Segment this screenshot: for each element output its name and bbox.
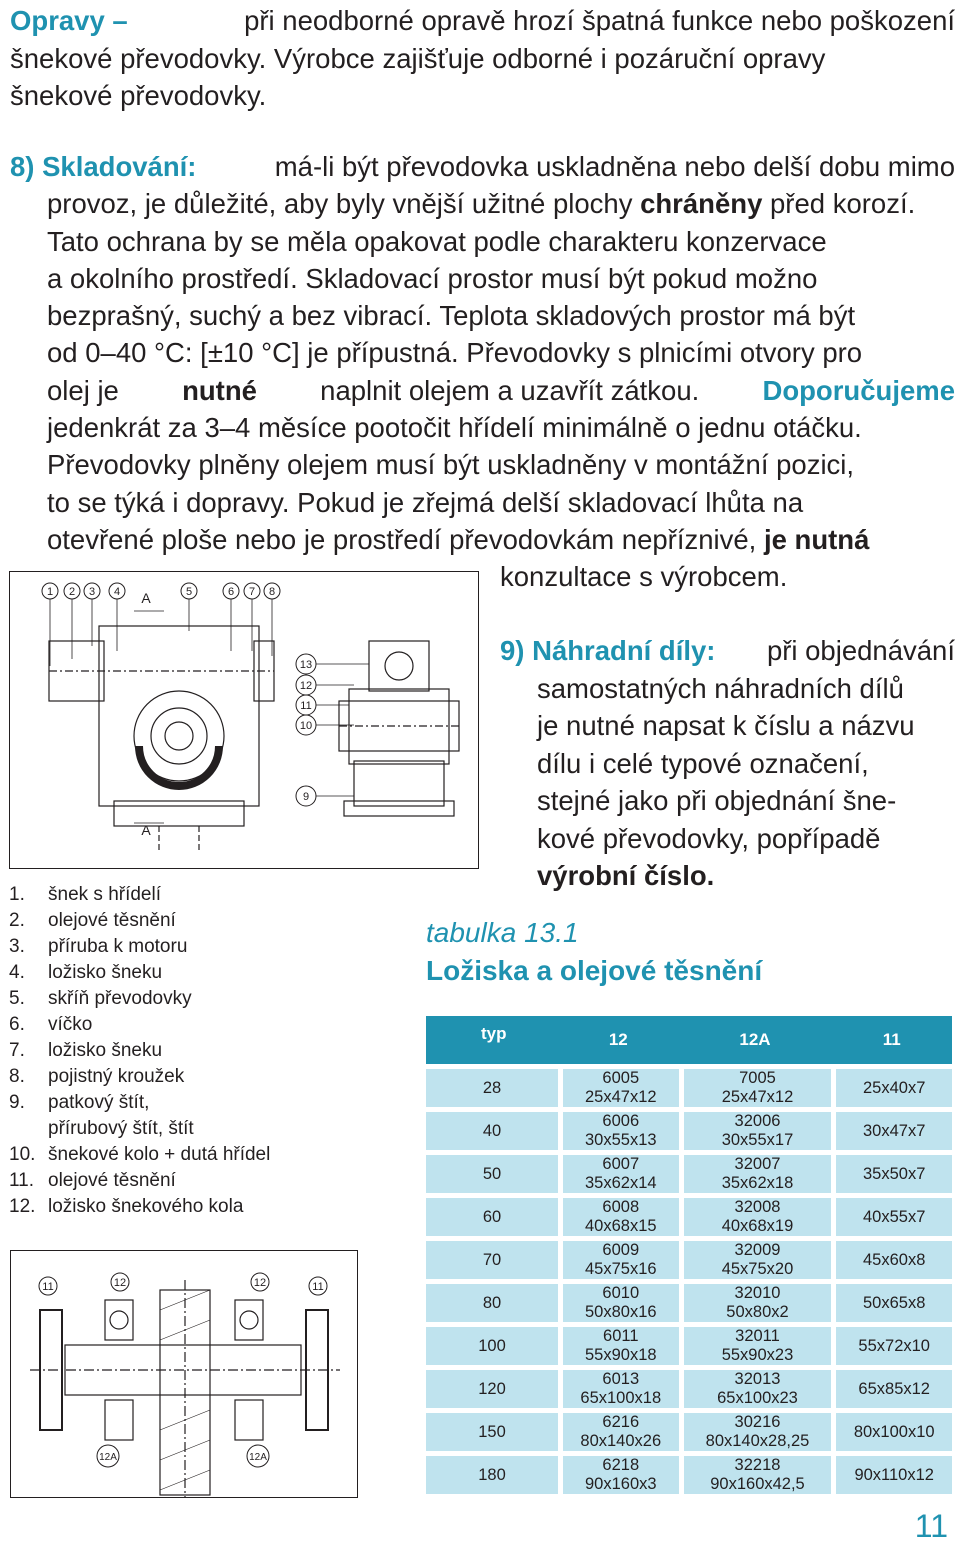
cell-typ-value: 150 xyxy=(478,1422,506,1441)
legend-item xyxy=(9,1064,270,1090)
callout-label: 11 xyxy=(42,1281,54,1293)
cell-12a xyxy=(679,1241,832,1279)
cell-12a-value: 65x100x23 xyxy=(717,1389,798,1407)
legend-item xyxy=(9,1142,270,1168)
sec8-text: má-li být převodovka uskladněna nebo delší dobu mimo xyxy=(274,151,955,182)
table-row xyxy=(426,1284,952,1322)
cell-12a-value: 45x75x20 xyxy=(721,1260,794,1278)
cell-12a-value: 80x140x28,25 xyxy=(705,1432,810,1450)
legend-item xyxy=(9,1168,270,1194)
cell-12a-value: 32013 xyxy=(734,1370,781,1388)
cell-12a-value: 32010 xyxy=(734,1284,781,1302)
cell-11 xyxy=(831,1241,952,1279)
table-caption xyxy=(426,914,762,990)
sec8-bold: nutné xyxy=(182,374,257,406)
sec8-text: a okolního prostředí. Skladovací prostor musí být pokud možno xyxy=(47,262,818,294)
sec9-text: samostatných náhradních dílů xyxy=(537,672,904,704)
table-label: tabulka 13.1 xyxy=(426,917,579,948)
section-spare-parts xyxy=(500,632,955,895)
sec8-text: jedenkrát za 3–4 měsíce pootočit hřídelí minimálně o jednu otáčku. xyxy=(47,412,862,444)
cell-12-value: 55x90x18 xyxy=(585,1346,657,1364)
callout-label: 13 xyxy=(299,659,313,671)
callout-label: 12 xyxy=(253,1277,267,1289)
cell-12a xyxy=(679,1327,832,1365)
table-row xyxy=(426,1413,952,1451)
callout-label: 12A xyxy=(99,1452,117,1463)
intro-line-3: šnekové převodovky. xyxy=(10,80,267,111)
cell-12 xyxy=(558,1241,679,1279)
legend-text: skříň převodovky xyxy=(48,988,192,1009)
cell-12-value: 45x75x16 xyxy=(585,1260,657,1278)
table-row xyxy=(426,1241,952,1279)
cell-12a xyxy=(679,1155,832,1193)
legend-text: přírubový štít, štít xyxy=(48,1118,194,1139)
sec8-recommend: Doporučujeme xyxy=(762,374,955,406)
cell-typ xyxy=(426,1413,558,1451)
cell-11 xyxy=(831,1155,952,1193)
cell-12 xyxy=(558,1069,679,1107)
table-row xyxy=(426,1198,952,1236)
sec8-heading: 8) Skladování: xyxy=(10,151,197,182)
cell-12-value: 90x160x3 xyxy=(585,1475,657,1493)
cell-typ xyxy=(426,1241,558,1279)
sec8-line-2 xyxy=(10,185,955,222)
sec8-line-8 xyxy=(10,409,955,446)
legend-item xyxy=(9,1194,270,1220)
callout-label: 12 xyxy=(113,1277,127,1289)
cell-12-value: 50x80x16 xyxy=(585,1303,657,1321)
legend-text: víčko xyxy=(48,1014,93,1035)
sec8-text: to se týká i dopravy. Pokud je zřejmá delší skladovací lhůta na xyxy=(47,486,804,518)
legend-item xyxy=(9,882,270,908)
cell-12a-value: 25x47x12 xyxy=(721,1088,794,1106)
sec9-bold: výrobní číslo. xyxy=(537,860,715,891)
legend-number: 9. xyxy=(9,1092,25,1113)
sec8-line-11 xyxy=(10,521,955,558)
header-typ: typ xyxy=(426,1016,558,1064)
gearbox-section-drawing xyxy=(9,571,479,869)
cell-12-value: 6009 xyxy=(602,1241,640,1259)
cell-12a-value: 32218 xyxy=(734,1456,781,1474)
cell-12a-value: 30x55x17 xyxy=(721,1131,794,1149)
legend-number: 11. xyxy=(9,1170,35,1191)
sec8-text: olej je xyxy=(47,374,119,406)
cell-12a xyxy=(679,1413,832,1451)
callout-label: 8 xyxy=(268,586,276,598)
cell-12a-value: 32011 xyxy=(735,1327,780,1345)
cell-12-value: 25x47x12 xyxy=(585,1088,657,1106)
cell-typ xyxy=(426,1155,558,1193)
cell-12-value: 6008 xyxy=(602,1198,640,1216)
cell-12a xyxy=(679,1069,832,1107)
cell-12-value: 35x62x14 xyxy=(585,1174,657,1192)
cell-typ xyxy=(426,1284,558,1322)
section-marker-a: A xyxy=(141,822,151,838)
cell-typ-value: 40 xyxy=(482,1121,502,1140)
table-row xyxy=(426,1370,952,1408)
cell-12 xyxy=(558,1112,679,1150)
cell-12-value: 6010 xyxy=(602,1284,640,1302)
sec9-heading: 9) Náhradní díly: xyxy=(500,635,716,666)
header-12a: 12A xyxy=(679,1016,832,1064)
sec8-line-3 xyxy=(10,223,955,260)
legend-item xyxy=(9,1038,270,1064)
cell-12a-value: 30216 xyxy=(734,1413,781,1431)
sec8-line-9 xyxy=(10,446,955,483)
legend-number xyxy=(9,1116,48,1142)
sec8-line-5 xyxy=(10,297,955,334)
cell-11 xyxy=(831,1370,952,1408)
sec9-text: dílu i celé typové označení, xyxy=(537,747,869,779)
cell-11-value: 50x65x8 xyxy=(863,1293,926,1312)
callout-label: 7 xyxy=(248,586,256,598)
cell-12a xyxy=(679,1198,832,1236)
cell-11 xyxy=(831,1069,952,1107)
callout-label: 11 xyxy=(300,700,312,712)
cell-12 xyxy=(558,1284,679,1322)
table-row xyxy=(426,1456,952,1494)
table-title: Ložiska a olejové těsnění xyxy=(426,955,763,986)
cell-12a xyxy=(679,1112,832,1150)
cell-12 xyxy=(558,1327,679,1365)
cell-typ xyxy=(426,1069,558,1107)
cell-12a xyxy=(679,1284,832,1322)
legend-text: příruba k motoru xyxy=(48,936,188,957)
sec9-body xyxy=(500,670,955,895)
cell-12-value: 65x100x18 xyxy=(580,1389,662,1407)
cell-12a xyxy=(679,1456,832,1494)
cell-12-value: 80x140x26 xyxy=(580,1432,662,1450)
sec8-text: naplnit olejem a uzavřít zátkou. xyxy=(320,374,700,406)
cell-11 xyxy=(831,1284,952,1322)
intro-line-1-text: při neodborné opravě hrozí špatná funkce nebo poškození xyxy=(244,5,955,36)
cell-typ-value: 180 xyxy=(478,1465,506,1484)
sec8-line-7 xyxy=(10,372,955,409)
cell-12-value: 6011 xyxy=(603,1327,639,1345)
cell-typ-value: 50 xyxy=(482,1164,502,1183)
cell-typ xyxy=(426,1198,558,1236)
cell-11 xyxy=(831,1413,952,1451)
cell-12a-value: 32009 xyxy=(734,1241,781,1259)
cell-11-value: 65x85x12 xyxy=(858,1379,930,1398)
sec8-text: bezprašný, suchý a bez vibrací. Teplota skladových prostor má být xyxy=(47,300,856,332)
parts-legend xyxy=(9,882,270,1220)
legend-item xyxy=(9,960,270,986)
callout-label: 12 xyxy=(299,680,313,692)
cell-12-value: 6013 xyxy=(602,1370,640,1388)
sec9-line-1 xyxy=(500,632,955,670)
legend-item xyxy=(9,1012,270,1038)
cell-typ xyxy=(426,1112,558,1150)
cell-typ xyxy=(426,1456,558,1494)
cell-12 xyxy=(558,1456,679,1494)
legend-item xyxy=(9,1090,270,1116)
cell-typ-value: 60 xyxy=(482,1207,502,1226)
cell-12 xyxy=(558,1198,679,1236)
legend-number: 6. xyxy=(9,1014,25,1035)
sec8-text: Tato ochrana by se měla opakovat podle charakteru konzervace xyxy=(47,225,827,257)
cell-11 xyxy=(831,1456,952,1494)
callout-label: 12A xyxy=(249,1452,267,1463)
sec8-text: od 0–40 °C: [±10 °C] je přípustná. Převodovky s plnicími otvory pro xyxy=(47,337,863,369)
callout-label: 4 xyxy=(113,586,121,598)
intro-paragraph xyxy=(10,2,955,115)
callout-label: 10 xyxy=(299,720,313,732)
cell-11-value: 35x50x7 xyxy=(863,1164,926,1183)
cell-11-value: 80x100x10 xyxy=(853,1422,935,1441)
legend-text: olejové těsnění xyxy=(48,910,176,931)
sec8-line-4 xyxy=(10,260,955,297)
sec8-line-1 xyxy=(10,148,955,185)
legend-item xyxy=(9,1116,270,1142)
table-row xyxy=(426,1069,952,1107)
header-12: 12 xyxy=(558,1016,679,1064)
sec8-line-6 xyxy=(10,334,955,371)
sec8-bold: chráněny xyxy=(640,188,763,220)
cell-11-value: 25x40x7 xyxy=(863,1078,926,1097)
cell-11 xyxy=(831,1112,952,1150)
legend-number: 1. xyxy=(9,884,25,905)
sec9-text: při objednávání xyxy=(766,635,955,666)
table-row xyxy=(426,1155,952,1193)
cell-typ-value: 80 xyxy=(482,1293,502,1312)
legend-text: pojistný kroužek xyxy=(48,1066,185,1087)
callout-label: 5 xyxy=(185,586,193,598)
sec8-line-10 xyxy=(10,484,955,521)
cell-11-value: 30x47x7 xyxy=(863,1121,926,1140)
intro-line-1 xyxy=(10,2,955,40)
cell-12-value: 6216 xyxy=(602,1413,640,1431)
cell-11 xyxy=(831,1198,952,1236)
cell-typ xyxy=(426,1327,558,1365)
callout-label: 2 xyxy=(68,586,76,598)
cell-11 xyxy=(831,1327,952,1365)
cell-12-value: 6007 xyxy=(602,1155,640,1173)
cell-12 xyxy=(558,1155,679,1193)
legend-item xyxy=(9,986,270,1012)
legend-text: ložisko šneku xyxy=(48,962,163,983)
callout-label: 6 xyxy=(227,586,235,598)
shaft-bearing-drawing xyxy=(10,1250,358,1498)
legend-item xyxy=(9,934,270,960)
sec8-text: před korozí. xyxy=(770,188,916,220)
sec8-bold: je nutná xyxy=(763,523,870,555)
cell-12a-value: 7005 xyxy=(739,1069,776,1087)
sec8-text: otevřené ploše nebo je prostředí převodovkám nepříznivé, xyxy=(47,523,757,555)
cell-typ-value: 120 xyxy=(478,1379,506,1398)
cell-12a-value: 32007 xyxy=(734,1155,781,1173)
cell-12-value: 40x68x15 xyxy=(585,1217,657,1235)
callout-label: 9 xyxy=(302,791,310,803)
sec8-text: Převodovky plněny olejem musí být uskladněny v montážní pozici, xyxy=(47,449,855,481)
cell-typ-value: 100 xyxy=(478,1336,506,1355)
legend-number: 10. xyxy=(9,1144,36,1165)
legend-text: patkový štít, xyxy=(48,1092,150,1113)
sec9-text: je nutné napsat k číslu a názvu xyxy=(537,710,915,741)
cell-12a-value: 35x62x18 xyxy=(721,1174,794,1192)
page-number: 11 xyxy=(914,1508,948,1544)
cell-11-value: 55x72x10 xyxy=(858,1336,930,1355)
legend-number: 12. xyxy=(9,1196,36,1217)
cell-12a-value: 55x90x23 xyxy=(721,1346,794,1364)
callout-label: 1 xyxy=(46,586,54,598)
cell-12 xyxy=(558,1413,679,1451)
section-marker-a: A xyxy=(141,590,151,606)
callout-label: 11 xyxy=(312,1281,324,1293)
sec9-text: kové převodovky, popřípadě xyxy=(537,822,881,854)
cell-12-value: 30x55x13 xyxy=(585,1131,657,1149)
cell-12 xyxy=(558,1370,679,1408)
cell-typ-value: 28 xyxy=(482,1078,502,1097)
legend-number: 4. xyxy=(9,962,25,983)
bearing-table xyxy=(426,1011,952,1499)
legend-text: šnekové kolo + dutá hřídel xyxy=(48,1144,271,1165)
cell-12-value: 6005 xyxy=(602,1069,640,1087)
cell-12a xyxy=(679,1370,832,1408)
legend-number: 3. xyxy=(9,936,25,957)
sec8-text: provoz, je důležité, aby byly vnější užitné plochy xyxy=(47,188,633,220)
legend-number: 2. xyxy=(9,910,25,931)
legend-text: šnek s hřídelí xyxy=(48,884,161,905)
table-row xyxy=(426,1112,952,1150)
legend-number: 5. xyxy=(9,988,25,1009)
table-row xyxy=(426,1327,952,1365)
legend-text: ložisko šnekového kola xyxy=(48,1196,244,1217)
sec9-text: stejné jako při objednání šne- xyxy=(537,785,897,816)
cell-11-value: 45x60x8 xyxy=(863,1250,926,1269)
cell-12a-value: 40x68x19 xyxy=(721,1217,794,1235)
cell-12a-value: 50x80x2 xyxy=(726,1303,789,1321)
table-header-row xyxy=(426,1016,952,1064)
intro-line-2: šnekové převodovky. Výrobce zajišťuje odborné i pozáruční opravy xyxy=(10,42,826,74)
cell-12a-value: 32008 xyxy=(734,1198,781,1216)
callout-label: 3 xyxy=(88,586,96,598)
cell-12a-value: 90x160x42,5 xyxy=(710,1475,805,1493)
cell-12-value: 6218 xyxy=(602,1456,640,1474)
intro-title: Opravy – xyxy=(10,5,128,36)
cell-typ-value: 70 xyxy=(482,1250,502,1269)
cell-typ xyxy=(426,1370,558,1408)
sec8-text: konzultace s výrobcem. xyxy=(500,561,788,593)
legend-number: 8. xyxy=(9,1066,25,1087)
cell-11-value: 90x110x12 xyxy=(854,1465,934,1484)
header-11: 11 xyxy=(831,1016,952,1064)
legend-text: olejové těsnění xyxy=(48,1170,176,1191)
cell-11-value: 40x55x7 xyxy=(863,1207,926,1226)
legend-text: ložisko šneku xyxy=(48,1040,163,1061)
legend-item xyxy=(9,908,270,934)
cell-12a-value: 32006 xyxy=(734,1112,781,1130)
legend-number: 7. xyxy=(9,1040,25,1061)
cell-12-value: 6006 xyxy=(602,1112,640,1130)
section-storage xyxy=(10,148,955,596)
